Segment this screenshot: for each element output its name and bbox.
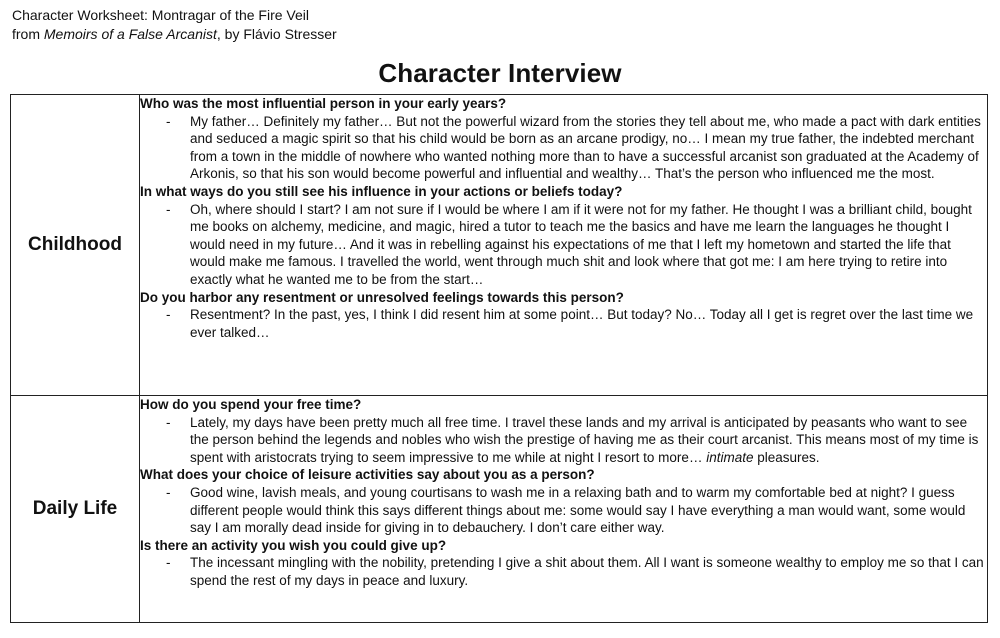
bullet-dash: -	[166, 201, 171, 217]
answer	[140, 306, 987, 341]
bullet-dash: -	[166, 414, 171, 430]
answer-text: Lately, my days have been pretty much all free time. I travel these lands and my arrival is anticipated by peasants who want to see the person behind the legends and nobles who wish the prestige of having me as their court arcanist. This means most of my time is spent with aristocrats trying to seem impressive to me while at night I resort to more…	[190, 414, 979, 465]
section-row-daily-life	[11, 396, 988, 623]
source-line	[12, 25, 337, 44]
answer-text: Good wine, lavish meals, and young courtisans to wash me in a relaxing bath and to warm my comfortable bed at night? I guess different people would think this says different things about me: some would say I have everything a man would want, some would say I am morally dead inside for giving in to debauchery. I don’t care either way.	[190, 484, 966, 536]
question: Who was the most influential person in your early years?	[140, 96, 507, 111]
answer-text: The incessant mingling with the nobility, pretending I give a shit about them. All I want is someone wealthy to employ me so that I can spend the rest of my days in peace and luxury.	[190, 555, 984, 588]
source-prefix: from	[12, 26, 44, 42]
answer-emphasis: intimate	[706, 449, 754, 465]
answer-text-end: pleasures.	[753, 449, 820, 465]
book-title: Memoirs of a False Arcanist	[43, 26, 217, 42]
bullet-dash: -	[166, 113, 171, 129]
question: Is there an activity you wish you could give up?	[140, 537, 447, 553]
section-content	[140, 95, 988, 396]
page-title: Character Interview	[378, 58, 622, 88]
answer	[140, 201, 987, 289]
answer	[140, 414, 987, 467]
section-row-childhood	[11, 95, 988, 396]
bullet-dash: -	[166, 484, 171, 500]
bullet-dash: -	[166, 307, 171, 323]
question: Do you harbor any resentment or unresolved feelings towards this person?	[140, 289, 624, 305]
section-label: Childhood	[11, 95, 140, 396]
answer-text: My father… Definitely my father… But not the powerful wizard from the stories they tell about me, who made a pact with dark entities and seduced a magic spirit so that his child would be born as an arcane prodigy, no… I mean my true father, the indebted merchant from a town in the middle of nowhere who wanted nothing more than to have a successful arcanist son graduated at the Academy of Arkonis, so that his son would become powerful and influential and wealthy… That’s the person who influenced me the most.	[190, 113, 981, 182]
worksheet-title-line: Character Worksheet: Montragar of the Fire Veil	[12, 7, 309, 23]
interview-table	[10, 94, 988, 623]
answer-text: Oh, where should I start? I am not sure if I would be where I am if it were not for my father. He thought I was a brilliant child, bought me books on alchemy, medicine, and magic, hired a tutor to teach me the basics and have me learn the languages he thought I would need in my future… And it was in rebelling against his expectations of me that I left my hometown and started the life that would make me famous. I travelled the world, went through much shit and look where that got me: I am here trying to retire into exactly what he wanted me to be from the start…	[190, 201, 972, 287]
section-label: Daily Life	[11, 396, 140, 623]
section-content	[140, 396, 988, 623]
answer	[140, 113, 987, 183]
answer	[140, 484, 987, 537]
question: What does your choice of leisure activities say about you as a person?	[140, 467, 595, 483]
question: How do you spend your free time?	[140, 397, 362, 412]
question: In what ways do you still see his influence in your actions or beliefs today?	[140, 183, 623, 199]
source-author: , by Flávio Stresser	[216, 26, 337, 42]
answer-text: Resentment? In the past, yes, I think I did resent him at some point… But today? No… Today all I get is regret over the last time we ever talked…	[190, 307, 974, 340]
worksheet-header	[12, 6, 337, 44]
bullet-dash: -	[166, 555, 171, 571]
answer	[140, 554, 987, 589]
